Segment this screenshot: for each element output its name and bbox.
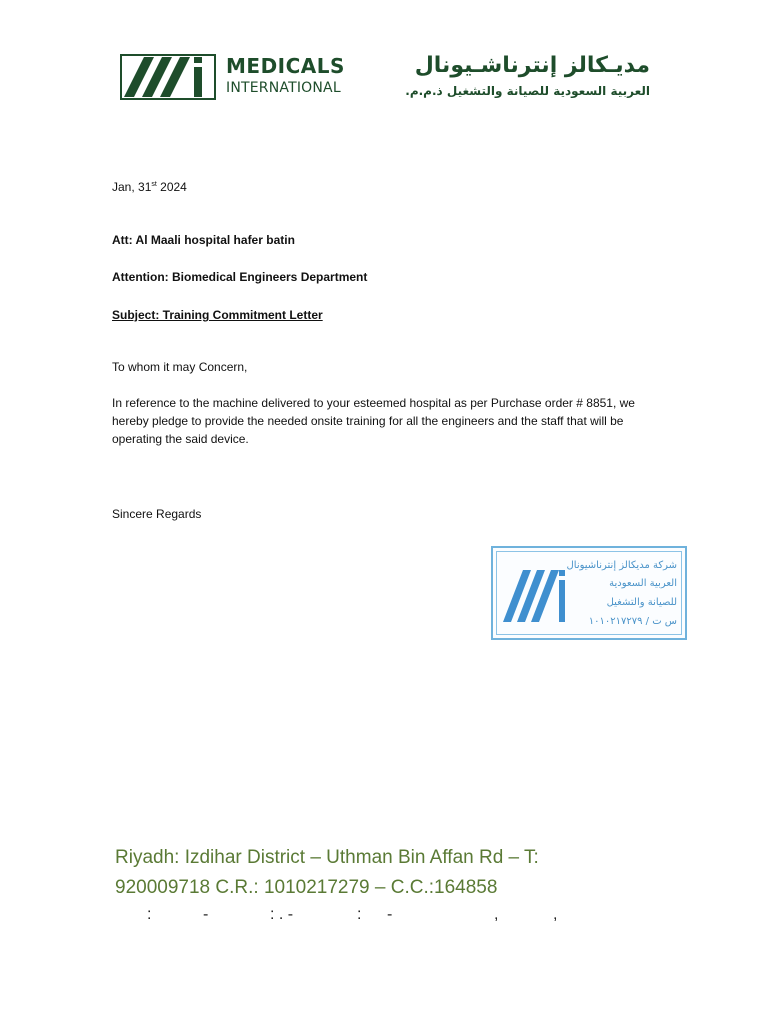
stamp-line4: س ت / ١٠١٠٢١٧٢٧٩ [588,616,677,627]
date-ordinal: st [151,181,157,188]
company-stamp [491,546,687,640]
closing: Sincere Regards [112,507,202,521]
brand-name-line2: INTERNATIONAL [226,80,341,96]
arabic-brand-name: مديـكالز إنترناشـيونال [414,53,650,78]
date-day: Jan, 31 [112,180,152,194]
salutation: To whom it may Concern, [112,360,248,374]
medicals-logo-icon [120,54,216,100]
body-paragraph: In reference to the machine delivered to your esteemed hospital as per Purchase order # 8851, we hereby pledge to provide the needed onsite training for all the engineers and the staff that will be operating the said device. [112,396,635,446]
arabic-brand-subtitle: العربية السعودية للصيانة والتشغيل ذ.م.م. [405,84,650,98]
footer-mark: : [147,906,152,923]
letter-date [112,178,187,196]
footer-arabic-placeholder [115,906,575,930]
footer-mark: - [203,906,209,923]
arabic-company-name [405,52,650,100]
subject-line: Subject: Training Commitment Letter [112,308,323,322]
attention-line: Attention: Biomedical Engineers Department [112,270,368,284]
brand-name-line1: MEDICALS [226,54,345,78]
footer-mark: : . - [270,906,294,923]
stamp-line1: شركة مديكالز إنترناشيونال [566,560,677,571]
stamp-line2: العربية السعودية [609,578,677,589]
date-year: 2024 [156,180,187,194]
footer-registration: 920009718 C.R.: 1010217279 – C.C.:164858 [115,877,498,898]
stamp-line3: للصيانة والتشغيل [606,597,677,608]
stamp-logo-icon [501,566,567,624]
att-line: Att: Al Maali hospital hafer batin [112,233,295,247]
footer-address: Riyadh: Izdihar District – Uthman Bin Affan Rd – T: [115,847,539,868]
footer-mark: - [387,906,393,923]
footer-mark: , [494,906,499,923]
footer-mark: , [553,906,558,923]
company-logo [120,52,345,104]
footer-mark: : [357,906,362,923]
